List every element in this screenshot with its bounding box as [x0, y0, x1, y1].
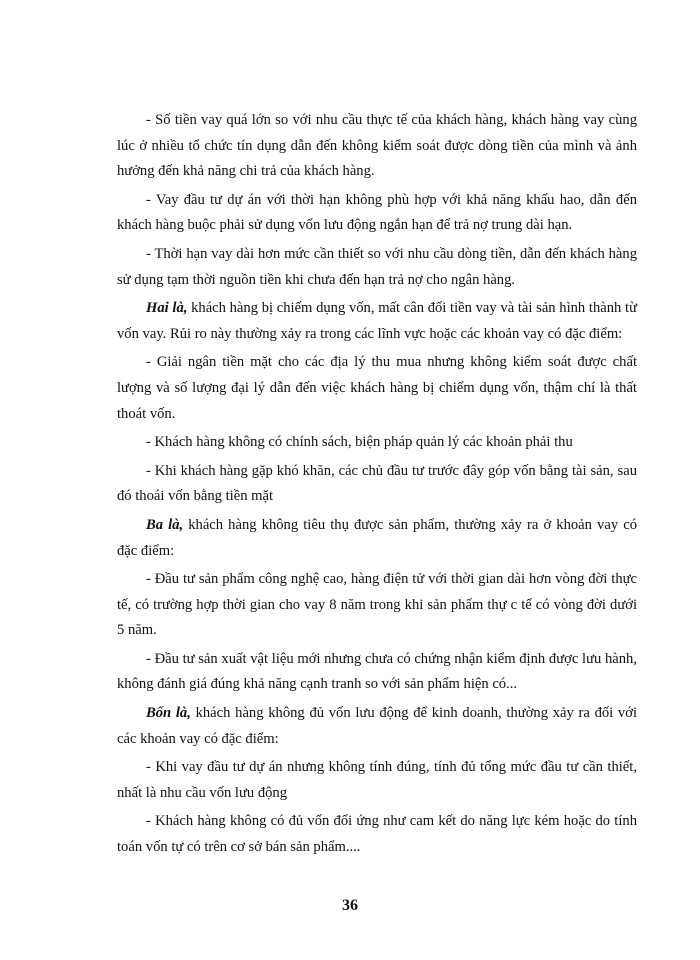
document-body [117, 108, 637, 864]
paragraph [117, 647, 637, 698]
paragraph-text: khách hàng không tiêu thụ được sản phẩm, thường xảy ra ở khoản vay có đặc điểm: [117, 516, 637, 559]
paragraph-lead: Ba là, [146, 516, 184, 533]
paragraph-text: - Đầu tư sản phẩm công nghệ cao, hàng điện tử với thời gian dài hơn vòng đời thực tế, có trường hợp thời gian cho vay 8 năm trong khi sản phẩm thự c tế có vòng đời dưới 5 năm. [117, 571, 637, 639]
paragraph [117, 188, 637, 239]
paragraph-text: - Khi khách hàng gặp khó khăn, các chủ đầu tư trước đây góp vốn bằng tài sản, sau đó thoái vốn bằng tiền mặt [117, 462, 637, 505]
paragraph [117, 296, 637, 347]
page-number: 36 [342, 897, 358, 914]
paragraph [117, 350, 637, 427]
paragraph-text: - Khách hàng không có đủ vốn đối ứng như cam kết do năng lực kém hoặc do tính toán vốn tự có trên cơ sở bán sản phẩm.... [117, 813, 637, 856]
paragraph-text: khách hàng bị chiếm dụng vốn, mất cân đối tiền vay và tài sản hình thành từ vốn vay. Rủi ro này thường xảy ra trong các lĩnh vực hoặc các khoản vay có đặc điểm: [117, 300, 638, 342]
paragraph-text: khách hàng không đủ vốn lưu động để kinh doanh, thường xảy ra đối với các khoản vay có đặc điểm: [117, 705, 638, 747]
paragraph-text: - Đầu tư sản xuất vật liệu mới nhưng chưa có chứng nhận kiểm định được lưu hành, không đánh giá đúng khả năng cạnh tranh so với sản phẩm hiện có... [117, 650, 637, 693]
paragraph [117, 242, 637, 293]
paragraph [117, 513, 637, 564]
paragraph [117, 701, 637, 752]
paragraph [117, 755, 637, 806]
paragraph [117, 567, 637, 644]
paragraph-lead: Bốn là, [146, 705, 191, 722]
paragraph-text: - Khi vay đầu tư dự án nhưng không tính đúng, tính đủ tổng mức đầu tư cần thiết, nhất là nhu cầu vốn lưu động [117, 759, 637, 801]
paragraph [117, 809, 637, 860]
paragraph-text: - Số tiền vay quá lớn so với nhu cầu thực tế của khách hàng, khách hàng vay cùng lúc ở nhiều tổ chức tín dụng dẫn đến không kiểm soát được dòng tiền của mình và ảnh hưởng đến khả năng chi trả của khách hàng. [117, 112, 637, 180]
paragraph-text: - Giải ngân tiền mặt cho các địa lý thu mua nhưng không kiểm soát được chất lượng và số lượng đại lý dẫn đến việc khách hàng bị chiếm dụng vốn, thậm chí là thất thoát vốn. [117, 354, 637, 422]
paragraph-text: - Thời hạn vay dài hơn mức cần thiết so với nhu cầu dòng tiền, dẫn đến khách hàng sử dụng tạm thời nguồn tiền khi chưa đến hạn trả nợ cho ngân hàng. [117, 245, 637, 288]
paragraph-lead: Hai là, [146, 300, 188, 317]
paragraph-text: - Vay đầu tư dự án với thời hạn không phù hợp với khả năng khấu hao, dẫn đến khách hàng buộc phải sử dụng vốn lưu động ngắn hạn để trả nợ trung dài hạn. [117, 191, 637, 234]
paragraph [117, 430, 637, 456]
paragraph [117, 459, 637, 510]
paragraph [117, 108, 637, 185]
paragraph-text: - Khách hàng không có chính sách, biện pháp quản lý các khoản phải thu [146, 434, 573, 451]
